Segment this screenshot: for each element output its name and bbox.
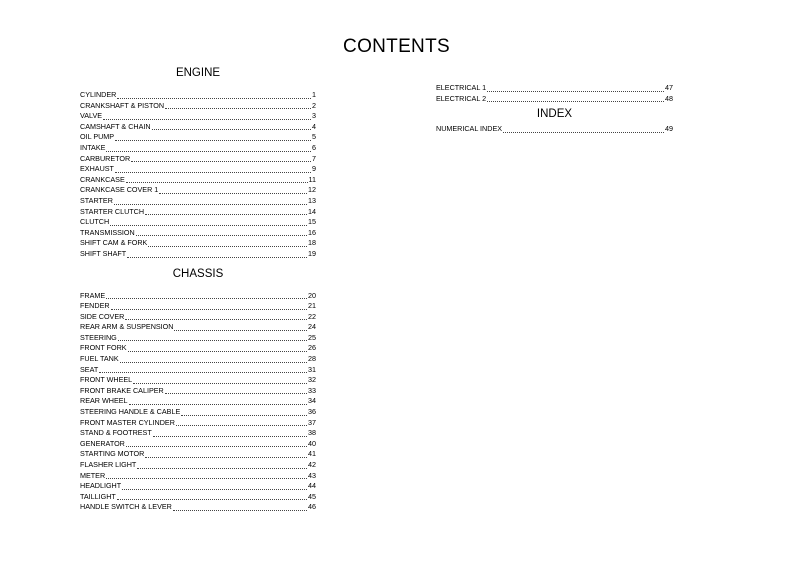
dot-leader <box>127 250 307 258</box>
toc-entry[interactable] <box>80 238 316 249</box>
toc-entry[interactable] <box>80 164 316 175</box>
toc-entry[interactable] <box>80 354 316 365</box>
dot-leader <box>117 492 307 500</box>
toc-entry-page-number: 41 <box>308 449 316 459</box>
toc-entry-page-number: 22 <box>308 311 316 321</box>
toc-entry-page-number: 11 <box>308 174 316 184</box>
toc-entry-title: CRANKCASE COVER 1 <box>80 185 159 195</box>
toc-entry-title: OIL PUMP <box>80 132 115 142</box>
dot-leader <box>133 376 307 384</box>
toc-entry-title: EXHAUST <box>80 164 114 174</box>
toc-entry-page-number: 5 <box>312 132 316 142</box>
dot-leader <box>99 365 307 373</box>
toc-entry[interactable] <box>80 312 316 323</box>
toc-entry-title: FENDER <box>80 301 110 311</box>
toc-entry[interactable] <box>80 428 316 439</box>
toc-entry-page-number: 31 <box>308 364 316 374</box>
index-entry-list <box>436 124 673 135</box>
dot-leader <box>148 239 307 247</box>
toc-entry-page-number: 28 <box>308 354 316 364</box>
dot-leader <box>106 144 311 152</box>
toc-entry[interactable] <box>80 101 316 112</box>
toc-entry-title: GENERATOR <box>80 438 125 448</box>
toc-entry[interactable] <box>436 124 673 135</box>
toc-entry-page-number: 44 <box>308 481 316 491</box>
toc-entry-title: SHIFT SHAFT <box>80 248 127 258</box>
toc-entry-page-number: 45 <box>308 491 316 501</box>
toc-entry[interactable] <box>80 418 316 429</box>
toc-entry-title: REAR ARM & SUSPENSION <box>80 322 174 332</box>
toc-entry-title: CRANKCASE <box>80 174 125 184</box>
toc-entry-title: REAR WHEEL <box>80 396 128 406</box>
toc-entry[interactable] <box>80 375 316 386</box>
toc-entry-page-number: 33 <box>308 385 316 395</box>
toc-entry-page-number: 9 <box>312 164 316 174</box>
toc-entry-page-number: 38 <box>308 428 316 438</box>
dot-leader <box>126 439 307 447</box>
toc-entry-page-number: 18 <box>308 238 316 248</box>
toc-entry[interactable] <box>80 365 316 376</box>
dot-leader <box>173 503 307 511</box>
dot-leader <box>115 133 311 141</box>
dot-leader <box>120 355 307 363</box>
toc-entry-page-number: 7 <box>312 153 316 163</box>
dot-leader <box>106 471 307 479</box>
toc-entry-title: STEERING <box>80 332 117 342</box>
toc-entry[interactable] <box>80 143 316 154</box>
toc-entry[interactable] <box>80 396 316 407</box>
toc-entry[interactable] <box>80 449 316 460</box>
dot-leader <box>106 291 307 299</box>
toc-entry-title: VALVE <box>80 111 103 121</box>
toc-entry-page-number: 36 <box>308 407 316 417</box>
toc-entry-page-number: 32 <box>308 375 316 385</box>
dot-leader <box>131 154 311 162</box>
dot-leader <box>129 397 307 405</box>
dot-leader <box>503 125 664 133</box>
toc-entry-title: FRONT MASTER CYLINDER <box>80 417 175 427</box>
toc-entry-page-number: 15 <box>308 217 316 227</box>
toc-entry-page-number: 3 <box>312 111 316 121</box>
dot-leader <box>126 175 308 183</box>
toc-entry[interactable] <box>436 83 673 94</box>
page-title: CONTENTS <box>343 36 450 57</box>
toc-entry[interactable] <box>80 111 316 122</box>
dot-leader <box>122 482 307 490</box>
dot-leader <box>487 94 664 102</box>
toc-entry-page-number: 40 <box>308 438 316 448</box>
toc-entry[interactable] <box>80 122 316 133</box>
toc-entry-title: SEAT <box>80 364 99 374</box>
toc-entry[interactable] <box>80 196 316 207</box>
toc-entry-title: CRANKSHAFT & PISTON <box>80 100 165 110</box>
toc-entry[interactable] <box>436 94 673 105</box>
toc-entry-page-number: 13 <box>308 195 316 205</box>
toc-entry-page-number: 26 <box>308 343 316 353</box>
dot-leader <box>128 344 307 352</box>
electrical-entry-list <box>436 83 673 104</box>
toc-entry-title: CARBURETOR <box>80 153 131 163</box>
toc-entry-title: STARTER CLUTCH <box>80 206 145 216</box>
toc-entry-page-number: 25 <box>308 332 316 342</box>
toc-entry[interactable] <box>80 386 316 397</box>
dot-leader <box>118 333 307 341</box>
dot-leader <box>165 101 311 109</box>
toc-entry[interactable] <box>80 481 316 492</box>
dot-leader <box>176 418 307 426</box>
toc-entry-page-number: 16 <box>308 227 316 237</box>
toc-entry-title: STARTER <box>80 195 113 205</box>
toc-entry-title: INTAKE <box>80 142 106 152</box>
toc-entry[interactable] <box>80 291 316 302</box>
dot-leader <box>487 84 664 92</box>
dot-leader <box>152 122 311 130</box>
toc-entry-page-number: 42 <box>308 460 316 469</box>
toc-entry-page-number: 34 <box>308 396 316 406</box>
toc-entry-title: TAILLIGHT <box>80 491 116 501</box>
dot-leader <box>117 91 311 99</box>
dot-leader <box>145 450 307 458</box>
dot-leader <box>165 386 307 394</box>
toc-entry[interactable] <box>80 407 316 418</box>
toc-entry[interactable] <box>80 343 316 354</box>
toc-entry-title: CLUTCH <box>80 217 110 227</box>
toc-entry-page-number: 20 <box>308 290 316 300</box>
toc-entry[interactable] <box>80 185 316 196</box>
dot-leader <box>145 207 307 215</box>
right-column <box>436 83 673 135</box>
toc-entry[interactable] <box>80 492 316 503</box>
toc-entry-title: TRANSMISSION <box>80 227 135 237</box>
toc-entry-title: SHIFT CAM & FORK <box>80 238 148 248</box>
toc-entry[interactable] <box>80 502 316 513</box>
toc-entry[interactable] <box>80 439 316 450</box>
toc-entry-title: FRONT BRAKE CALIPER <box>80 385 164 395</box>
toc-entry[interactable] <box>80 154 316 165</box>
dot-leader <box>111 302 307 310</box>
dot-leader <box>136 228 307 236</box>
toc-entry-title: STEERING HANDLE & CABLE <box>80 407 181 417</box>
toc-entry-title: HANDLE SWITCH & LEVER <box>80 502 172 512</box>
toc-entry-title: ELECTRICAL 1 <box>436 83 487 92</box>
toc-entry[interactable] <box>80 217 316 228</box>
toc-entry-title: STAND & FOOTREST <box>80 428 152 438</box>
toc-entry[interactable] <box>80 301 316 312</box>
dot-leader <box>103 112 311 120</box>
toc-entry-page-number: 12 <box>308 185 316 195</box>
toc-entry-title: FLASHER LIGHT <box>80 460 137 469</box>
engine-entry-list <box>80 90 316 260</box>
left-column <box>80 66 316 513</box>
toc-entry-page-number: 46 <box>308 502 316 512</box>
toc-entry-title: SIDE COVER <box>80 311 125 321</box>
toc-entry[interactable] <box>80 228 316 239</box>
toc-entry-title: HEADLIGHT <box>80 481 122 491</box>
toc-entry-title: FRONT WHEEL <box>80 375 133 385</box>
dot-leader <box>174 323 307 331</box>
dot-leader <box>110 218 307 226</box>
toc-entry[interactable] <box>80 132 316 143</box>
toc-entry-title: CAMSHAFT & CHAIN <box>80 121 151 131</box>
toc-entry[interactable] <box>80 207 316 218</box>
toc-entry-title: ELECTRICAL 2 <box>436 93 487 103</box>
toc-entry-title: METER <box>80 470 106 480</box>
dot-leader <box>137 461 307 469</box>
toc-entry[interactable] <box>80 471 316 482</box>
dot-leader <box>114 197 307 205</box>
toc-entry-page-number: 6 <box>312 142 316 152</box>
toc-entry-page-number: 37 <box>308 417 316 427</box>
toc-entry[interactable] <box>80 460 316 471</box>
toc-entry[interactable] <box>80 322 316 333</box>
chassis-entry-list <box>80 291 316 513</box>
toc-entry-page-number: 19 <box>308 248 316 258</box>
toc-entry-page-number: 4 <box>312 121 316 131</box>
toc-entry-title: FUEL TANK <box>80 354 119 364</box>
toc-entry-title: FRAME <box>80 290 106 300</box>
toc-entry-page-number: 49 <box>665 124 673 134</box>
section-heading-chassis: CHASSIS <box>172 267 224 280</box>
section-heading-engine: ENGINE <box>175 67 221 79</box>
dot-leader <box>153 429 307 437</box>
toc-entry-title: STARTING MOTOR <box>80 449 145 459</box>
toc-entry-page-number: 47 <box>665 83 673 92</box>
dot-leader <box>115 165 311 173</box>
toc-entry-page-number: 1 <box>312 90 316 99</box>
toc-entry-title: CYLINDER <box>80 90 117 99</box>
toc-entry-page-number: 24 <box>308 322 316 332</box>
toc-entry[interactable] <box>80 175 316 186</box>
toc-entry-title: NUMERICAL INDEX <box>436 124 503 134</box>
toc-entry-page-number: 2 <box>312 100 316 110</box>
toc-entry[interactable] <box>80 333 316 344</box>
toc-entry-page-number: 21 <box>308 301 316 311</box>
toc-entry[interactable] <box>80 90 316 101</box>
dot-leader <box>181 408 307 416</box>
toc-entry-page-number: 48 <box>665 93 673 103</box>
toc-entry-title: FRONT FORK <box>80 343 127 353</box>
dot-leader <box>159 186 307 194</box>
dot-leader <box>125 312 307 320</box>
toc-entry-page-number: 43 <box>308 470 316 480</box>
toc-entry[interactable] <box>80 249 316 260</box>
section-heading-index: INDEX <box>536 108 573 121</box>
toc-entry-page-number: 14 <box>308 206 316 216</box>
